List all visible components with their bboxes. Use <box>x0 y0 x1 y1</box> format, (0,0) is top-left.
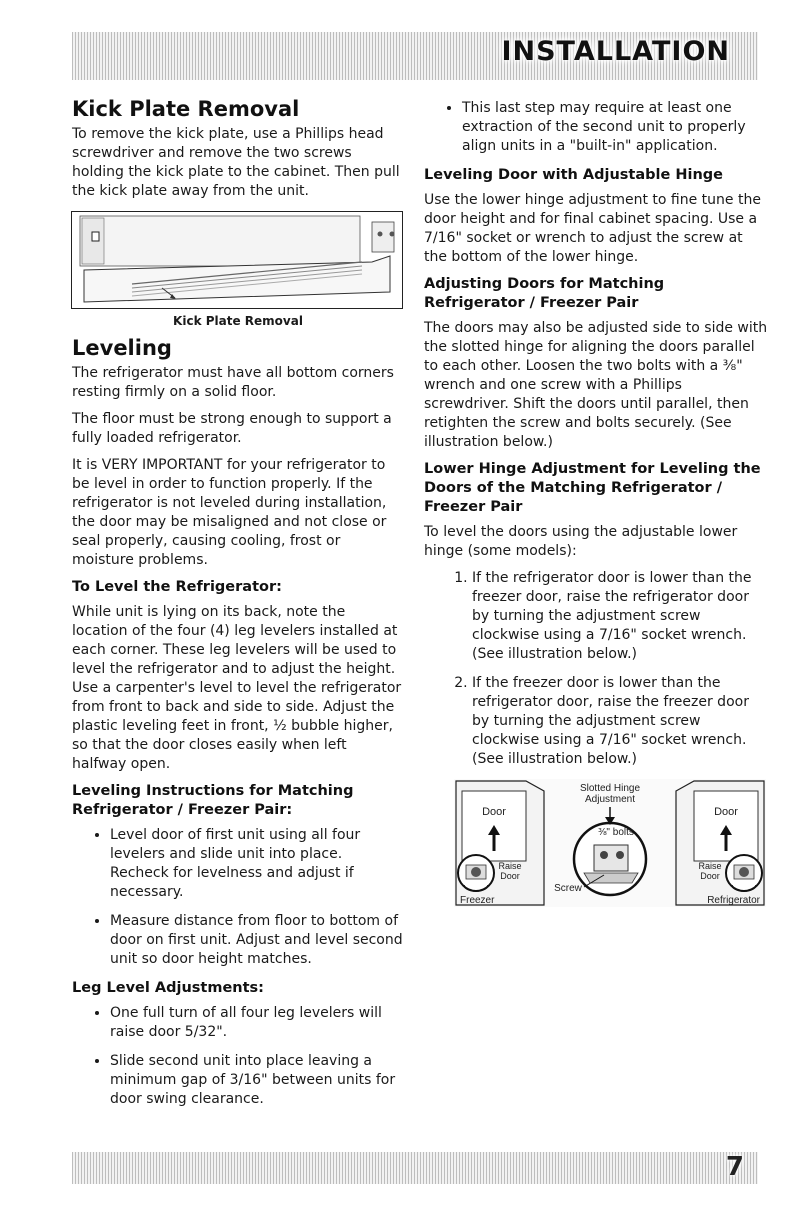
adjust-doors-text: The doors may also be adjusted side to side with the slotted hinge for aligning the doors parallel to each other. Loosen the two bolts with a ⅜" wrench and one screw with a Phillips screwdriver. Shift the doors until parallel, then retighten the screw and bolts securely. (See illustration below.) <box>424 320 768 450</box>
list-item: • Level door of first unit using all four levelers and slide unit into place. Recheck for levelness and adjust if necessary. <box>110 826 404 902</box>
list-item: • One full turn of all four leg levelers will raise door 5/32". <box>110 1004 404 1042</box>
matching-heading: Leveling Instructions for Matching Refrigerator / Freezer Pair: <box>72 783 354 818</box>
list-item: • This last step may require at least one extraction of the second unit to properly align units in a "built-in" application. <box>462 99 769 156</box>
list-item: • Slide second unit into place leaving a minimum gap of 3/16" between units for door swing clearance. <box>110 1052 404 1109</box>
leg-level-heading: Leg Level Adjustments: <box>72 980 264 996</box>
hinge-heading: Leveling Door with Adjustable Hinge <box>424 167 723 183</box>
bolts-label: ⅜" bolts <box>598 827 634 838</box>
raise-right-label: Raise <box>698 861 722 871</box>
leveling-heading: Leveling <box>72 336 172 360</box>
hinge-text: Use the lower hinge adjustment to fine tune the door height and for final cabinet spacing. Use a 7/16" socket or wrench to adjust the screw at the bottom of the lower hinge. <box>424 192 761 265</box>
freezer-label: Freezer <box>460 895 495 906</box>
adjust-doors-heading: Adjusting Doors for Matching Refrigerator / Freezer Pair <box>424 276 665 311</box>
door-left-label: Door <box>482 806 506 818</box>
leg-level-list <box>72 1004 404 1109</box>
screw-label: Screw <box>554 883 582 894</box>
lower-hinge-heading: Lower Hinge Adjustment for Leveling the Doors of the Matching Refrigerator / Freezer Pair <box>424 461 761 515</box>
kick-plate-illustration <box>71 211 403 309</box>
header-bar <box>72 32 758 80</box>
lower-hinge-intro: To level the doors using the adjustable lower hinge (some models): <box>424 524 738 559</box>
to-level-text: While unit is lying on its back, note the location of the four (4) leg levelers installed at each corner. These leg levelers will be used to level the refrigerator and to adjust the height. Use a carpenter's level to level the refrigerator from front to back and side to side. Adjust the plastic leveling feet in front, ½ bubble higher, so that the door closes easily when left halfway open. <box>72 604 402 772</box>
slotted-hinge-label: Slotted Hinge <box>579 783 641 794</box>
continued-list <box>424 99 769 156</box>
list-item: • Measure distance from floor to bottom of door on first unit. Adjust and level second unit so door height matches. <box>110 912 404 969</box>
kick-plate-caption: Kick Plate Removal <box>173 314 303 328</box>
door-right-small-label: Door <box>700 871 720 881</box>
step-item: 2. If the freezer door is lower than the refrigerator door, raise the freezer door by turning the adjustment screw clockwise using a 7/16" socket wrench. (See illustration below.) <box>472 674 769 769</box>
leveling-paragraph-3: It is VERY IMPORTANT for your refrigerator to be level in order to function properly. If the refrigerator is not leveled during installation, the door may be misaligned and not close or seal properly, causing cooling, frost or moisture problems. <box>72 457 387 568</box>
page-title: INSTALLATION <box>501 36 730 67</box>
page-number: 7 <box>725 1152 744 1182</box>
raise-left-label: Raise <box>498 861 522 871</box>
footer-bar <box>72 1152 758 1184</box>
right-column <box>424 97 769 907</box>
step-item: 1. If the refrigerator door is lower than the freezer door, raise the refrigerator door by turning the adjustment screw clockwise using a 7/16" socket wrench. (See illustration below.) <box>472 569 769 664</box>
matching-list <box>72 826 404 969</box>
leveling-paragraph-1: The refrigerator must have all bottom corners resting firmly on a solid floor. <box>72 365 394 400</box>
refrigerator-label: Refrigerator <box>707 895 760 906</box>
to-level-heading: To Level the Refrigerator: <box>72 579 282 595</box>
hinge-illustration <box>454 779 766 907</box>
leveling-paragraph-2: The floor must be strong enough to support a fully loaded refrigerator. <box>72 411 392 446</box>
door-left-small-label: Door <box>500 871 520 881</box>
kick-plate-text: To remove the kick plate, use a Phillips head screwdriver and remove the two screws holding the kick plate to the cabinet. Then pull the kick plate away from the unit. <box>72 126 400 199</box>
left-column <box>72 97 404 1119</box>
kick-plate-heading: Kick Plate Removal <box>72 97 300 121</box>
door-right-label: Door <box>714 806 738 818</box>
adjustment-label: Adjustment <box>584 794 636 805</box>
steps-list <box>424 569 769 769</box>
